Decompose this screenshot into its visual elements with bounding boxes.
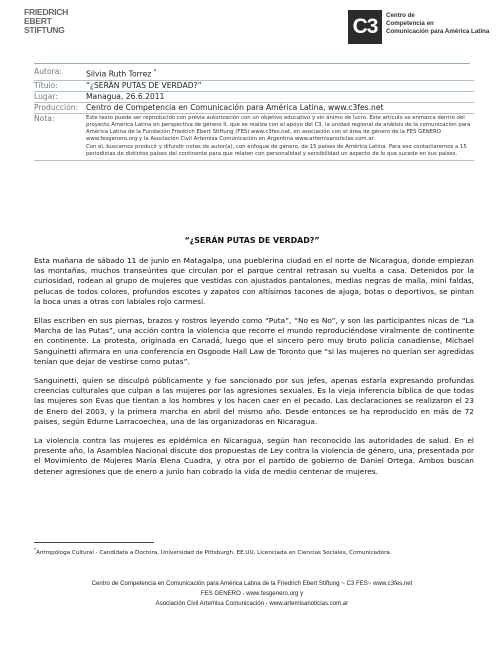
fes-logo-line: FRIEDRICH (24, 7, 69, 17)
article-body (34, 256, 474, 486)
meta-value-production: Centro de Competencia en Comunicación para América Latina, www.c3fes.net (86, 102, 384, 112)
footnote-text: Antropóloga Cultural - Candidata a Doctora, Universidad de Pittsburgh. EE.UU, Licenciada en Ciencias Sociales, Comunicadora. (36, 549, 392, 556)
page-footer (0, 579, 504, 609)
meta-label: Título: (34, 80, 58, 90)
footnote-divider (34, 542, 154, 543)
fes-logo-line: STIFTUNG (24, 25, 65, 35)
meta-label: Producción: (34, 102, 79, 112)
c3-logo-line: Comunicación para América Latina (386, 28, 490, 35)
meta-value-author (86, 67, 474, 80)
article-paragraph: Ellas escriben en sus piernas, brazos y rostros leyendo como “Puta”, “No es No”, y son las participantes nicas de “La Marcha de las Putas”, una acción contra la violencia que recorre el mundo reproduciéndose viralmente de continente en continente. La protesta, originada en Canadá, luego que el sincero pero muy bruto policía canadiense, Michael Sanguinetti afirmara en una conferencia en Osgoode Hall Law de Toronto que “si las mujeres no querían ser agredidas tenían que dejar de vestirse como putas”. (34, 316, 474, 366)
article-paragraph: Esta mañana de sábado 11 de junio en Matagalpa, una pueblerina ciudad en el norte de Nicaragua, donde empiezan las montañas, muchos transeúntes que circulan por el parque central retrasan su vuelta a casa. Detenidos por la curiosidad, rodean al grupo de mujeres que vestidas con ajustados pantalones, medias negras de malla, mini faldas, pelucas de todos colores, profundos escotes y zapatos con altísimos tacones de ajuga, botas o deportivos, se pintan la boca unas a otras con labiales rojo carmesí. (34, 256, 474, 306)
meta-value-note (86, 114, 474, 161)
meta-row-titulo (34, 81, 474, 92)
meta-row-lugar (34, 92, 474, 103)
c3-logo-mark: C3 (348, 10, 382, 44)
meta-row-nota (34, 114, 474, 162)
meta-label: Autora: (34, 67, 62, 76)
article-title: “¿SERÁN PUTAS DE VERDAD?” (184, 236, 320, 245)
metadata-table (34, 67, 474, 161)
footer-line: FES GENERO - www.fesgenero.org y (200, 590, 304, 597)
meta-value-place: Managua, 26.6.2011 (86, 91, 165, 101)
footer-line: Asociación Civil Artemisa Comunicación - www.artemisanoticias.com.ar (155, 600, 349, 607)
meta-label: Lugar: (34, 91, 58, 101)
header-divider (34, 63, 470, 64)
meta-label: Nota: (34, 113, 55, 123)
footnote-mark: * (34, 547, 36, 552)
note-paragraph: Con él, buscamos producir y difundir notas de autor(a), con enfoque de género, de 15 países de América Latina. Para eso contactaremos a 15 periodistas de distintos países del continente para que relaten con personalidad y sensibilidad un aspecto de lo que sucede en sus países. (86, 143, 467, 158)
footer-line: Centro de Competencia en Comunicación para América Latina de la Friedrich Ebert Stiftung ~ C3 FES~ www.c3fes.net (91, 580, 413, 587)
author-name: Silvia Ruth Torrez (86, 69, 152, 79)
article-paragraph: Sanguinetti, quien se disculpó públicamente y fue sancionado por sus jefes, apenas estaría expresando profundas creencias culturales que culpan a las mujeres por las agresiones sexuales. Es la vieja inferencia bíblica de que todas las mujeres son Evas que tientan a los hombres y los hacen caer en el pecado. Las declaraciones se realizaron el 23 de Enero del 2003, y la primera marcha en abril del mismo año. Desde entonces se ha reproducido en más de 72 países, según Edurne Larracoechea, una de las organizadoras en Nicaragua. (34, 376, 474, 426)
fes-logo (24, 8, 74, 35)
meta-row-produccion (34, 103, 474, 114)
meta-row-autora (34, 67, 474, 81)
c3-logo-line: Competencia en (386, 20, 434, 27)
c3-logo (348, 10, 488, 46)
fes-logo-line: EBERT (24, 16, 52, 26)
footnote-ref: * (153, 69, 157, 75)
note-paragraph: Este texto puede ser reproducido con previa autorización con un objetivo educativo y sin ánimo de lucro. Este artículo se enmarca dentro del proyecto América Latina en perspectiva de género II, que se realiza con el apoyo del C3, la unidad regional de análisis de la comunicación para América Latina de la Fundación Friedrich Ebert Stiftung (FES) www.c3fes.net, en asociación con el área de género de la FES GENERO www.fesgenero.org y la Asociación Civil Artemisa Comunicación en Argentina www.artemisanoticias.com.ar. (86, 114, 471, 143)
c3-logo-text (386, 12, 490, 36)
meta-value-title: “¿SERÁN PUTAS DE VERDAD?” (86, 80, 202, 90)
article-paragraph: La violencia contra las mujeres es epidémica en Nicaragua, según han reconocido las autoridades de salud. En el presente año, la Asamblea Nacional discute dos propuestas de Ley contra la violencia de género, una, presentada por el Movimiento de Mujeres María Elena Cuadra, y otra por el partido de gobierno de Daniel Ortega. Ambos buscan detener agresiones que de enero a junio han cobrado la vida de medio centenar de mujeres. (34, 436, 474, 476)
c3-logo-line: Centro de (386, 12, 415, 19)
footnote (34, 546, 474, 557)
